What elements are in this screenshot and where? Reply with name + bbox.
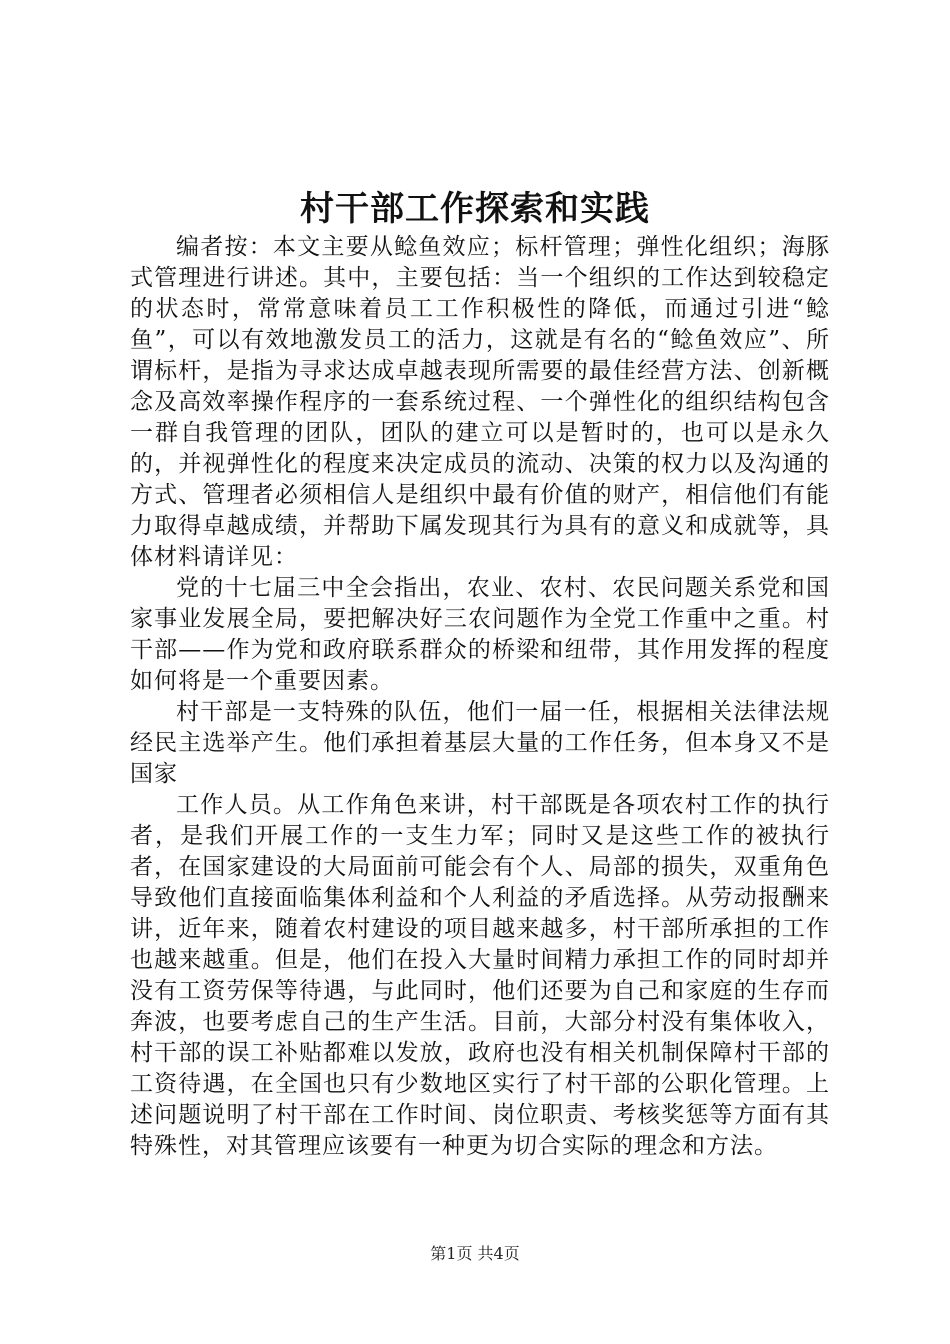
body-paragraph: 工作人员。从工作角色来讲，村干部既是各项农村工作的执行者，是我们开展工作的一支生力军；同时又是这些工作的被执行者，在国家建设的大局面前可能会有个人、局部的损失，双重角色导致他们直接面临集体利益和个人利益的矛盾选择。从劳动报酬来讲，近年来，随着农村建设的项目越来越多，村干部所承担的工作也越来越重。但是，他们在投入大量时间精力承担工作的同时却并没有工资劳保等待遇，与此同时，他们还要为自己和家庭的生存而奔波，也要考虑自己的生产生活。目前，大部分村没有集体收入，村干部的误工补贴都难以发放，政府也没有相关机制保障村干部的工资待遇，在全国也只有少数地区实行了村干部的公职化管理。上述问题说明了村干部在工作时间、岗位职责、考核奖惩等方面有其特殊性，对其管理应该要有一种更为切合实际的理念和方法。 bbox=[130, 792, 830, 1159]
editor-note-paragraph: 编者按：本文主要从鲶鱼效应；标杆管理；弹性化组织；海豚式管理进行讲述。其中，主要包括：当一个组织的工作达到较稳定的状态时，常常意味着员工工作积极性的降低，而通过引进“鲶鱼”，可以有效地激发员工的活力，这就是有名的“鲶鱼效应”、所谓标杆，是指为寻求达成卓越表现所需要的最佳经营方法、创新概念及高效率操作程序的一套系统过程、一个弹性化的组织结构包含一群自我管理的团队，团队的建立可以是暂时的，也可以是永久的，并视弹性化的程度来决定成员的流动、决策的权力以及沟通的方式、管理者必须相信人是组织中最有价值的财产，相信他们有能力取得卓越成绩，并帮助下属发现其行为具有的意义和成就等，具体材料请详见： bbox=[130, 234, 830, 570]
body-paragraph: 党的十七届三中全会指出，农业、农村、农民问题关系党和国家事业发展全局，要把解决好三农问题作为全党工作重中之重。村干部——作为党和政府联系群众的桥梁和纽带，其作用发挥的程度如何将是一个重要因素。 bbox=[130, 575, 830, 694]
body-paragraph: 村干部是一支特殊的队伍，他们一届一任，根据相关法律法规经民主选举产生。他们承担着基层大量的工作任务，但本身又不是国家 bbox=[130, 699, 830, 787]
document-title: 村干部工作探索和实践 bbox=[300, 189, 650, 229]
page-number-footer: 第1页 共4页 bbox=[430, 1244, 520, 1263]
document-body bbox=[130, 232, 830, 1162]
